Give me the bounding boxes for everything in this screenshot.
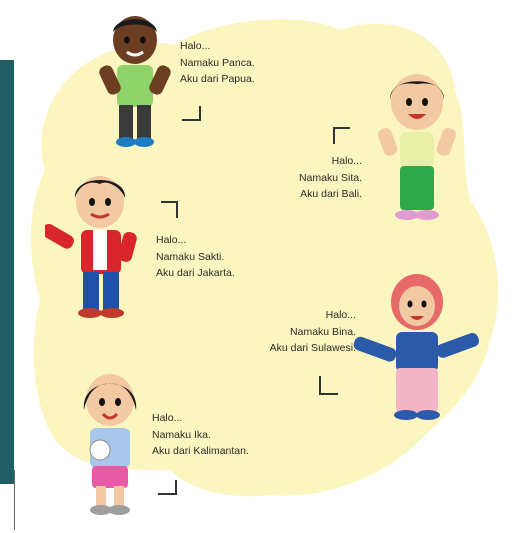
- origin-text: Aku dari Jakarta.: [156, 267, 235, 279]
- name-text: Namaku Sakti.: [156, 250, 225, 263]
- speech-panca: [180, 38, 255, 88]
- name-text: Namaku Bina.: [290, 325, 356, 338]
- arrow-icon: [314, 372, 344, 402]
- name-text: Namaku Ika.: [152, 428, 211, 441]
- origin-text: Aku dari Sulawesi.: [269, 342, 356, 354]
- speech-sakti: [156, 232, 235, 282]
- sidebar-strip: [0, 60, 14, 484]
- name-text: Namaku Sita.: [298, 171, 362, 184]
- arrow-icon: [178, 102, 208, 126]
- speech-bina: [226, 307, 356, 357]
- greeting-text: Halo...: [331, 155, 362, 167]
- speech-ika: [152, 410, 249, 460]
- arrow-icon: [157, 198, 187, 222]
- arrow-icon: [154, 476, 184, 500]
- origin-text: Aku dari Kalimantan.: [152, 445, 249, 457]
- origin-text: Aku dari Papua.: [180, 73, 255, 85]
- origin-text: Aku dari Bali.: [300, 188, 362, 200]
- boy-panca-figure: [95, 10, 175, 150]
- girl-bina-figure: [352, 270, 482, 420]
- arrow-icon: [326, 124, 356, 148]
- boy-sakti-figure: [45, 170, 145, 320]
- greeting-text: Halo...: [156, 234, 187, 246]
- greeting-text: Halo...: [152, 412, 183, 424]
- divider-line: [14, 470, 15, 530]
- girl-ika-figure: [70, 370, 150, 520]
- name-text: Namaku Panca.: [180, 56, 255, 69]
- greeting-text: Halo...: [325, 309, 356, 321]
- greeting-text: Halo...: [180, 40, 211, 52]
- speech-sita: [262, 153, 362, 203]
- girl-sita-figure: [372, 70, 462, 230]
